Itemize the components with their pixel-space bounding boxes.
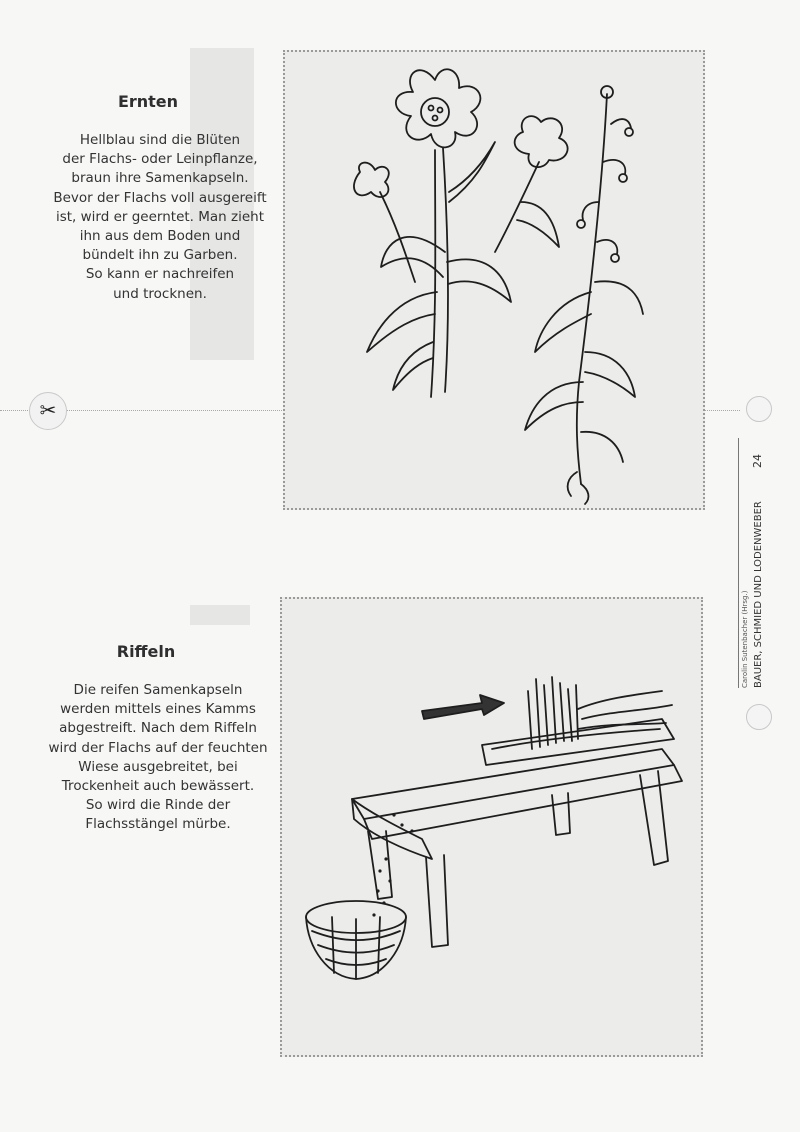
rippling-bench-illustration [280,597,703,1057]
text-line: Bevor der Flachs voll ausgereift [53,189,267,206]
text-line: Trockenheit auch bewässert. [61,778,255,795]
flax-plant-illustration [283,50,705,510]
text-line: Die reifen Samenkapseln [73,682,243,698]
text-line: Flachsstängel mürbe. [85,816,231,833]
text-line: werden mittels eines Kamms [60,701,256,718]
flower-icon [396,69,481,147]
section-title-riffeln: Riffeln [116,642,176,661]
text-line: bündelt ihn zu Garben. [82,247,238,264]
section-text-ernten [35,131,285,304]
text-line: So kann er nachreifen [85,266,235,283]
comb-icon [528,677,672,749]
text-line: der Flachs- oder Leinpflanze, [62,151,258,168]
text-line: abgestreift. Nach dem Riffeln [59,720,257,737]
text-line: ihn aus dem Boden und [79,228,241,245]
text-line: braun ihre Samenkapseln. [71,170,249,187]
text-line: Hellblau sind die Blüten [79,132,241,148]
punch-hole-top [746,396,772,422]
scissors-icon: ✂ [29,392,67,430]
text-line: wird der Flachs auf der feuchten [48,739,268,756]
section-text-riffeln [33,681,283,835]
basket-icon [306,901,406,979]
page-number: 24 [751,454,764,468]
side-label [738,438,779,688]
series-credit: Carolin Sutenbacher (Hrsg.) [741,590,749,688]
text-line: und trocknen. [113,285,207,302]
book-title: BAUER, SCHMIED UND LODENWEBER [753,501,764,688]
ghost-box-bottom [190,605,250,625]
text-line: Wiese ausgebreitet, bei [78,758,238,775]
text-line: So wird die Rinde der [85,797,231,814]
arrow-icon [422,695,504,719]
text-line: ist, wird er geerntet. Man zieht [55,208,265,225]
section-title-ernten: Ernten [117,92,179,111]
punch-hole-bottom [746,704,772,730]
